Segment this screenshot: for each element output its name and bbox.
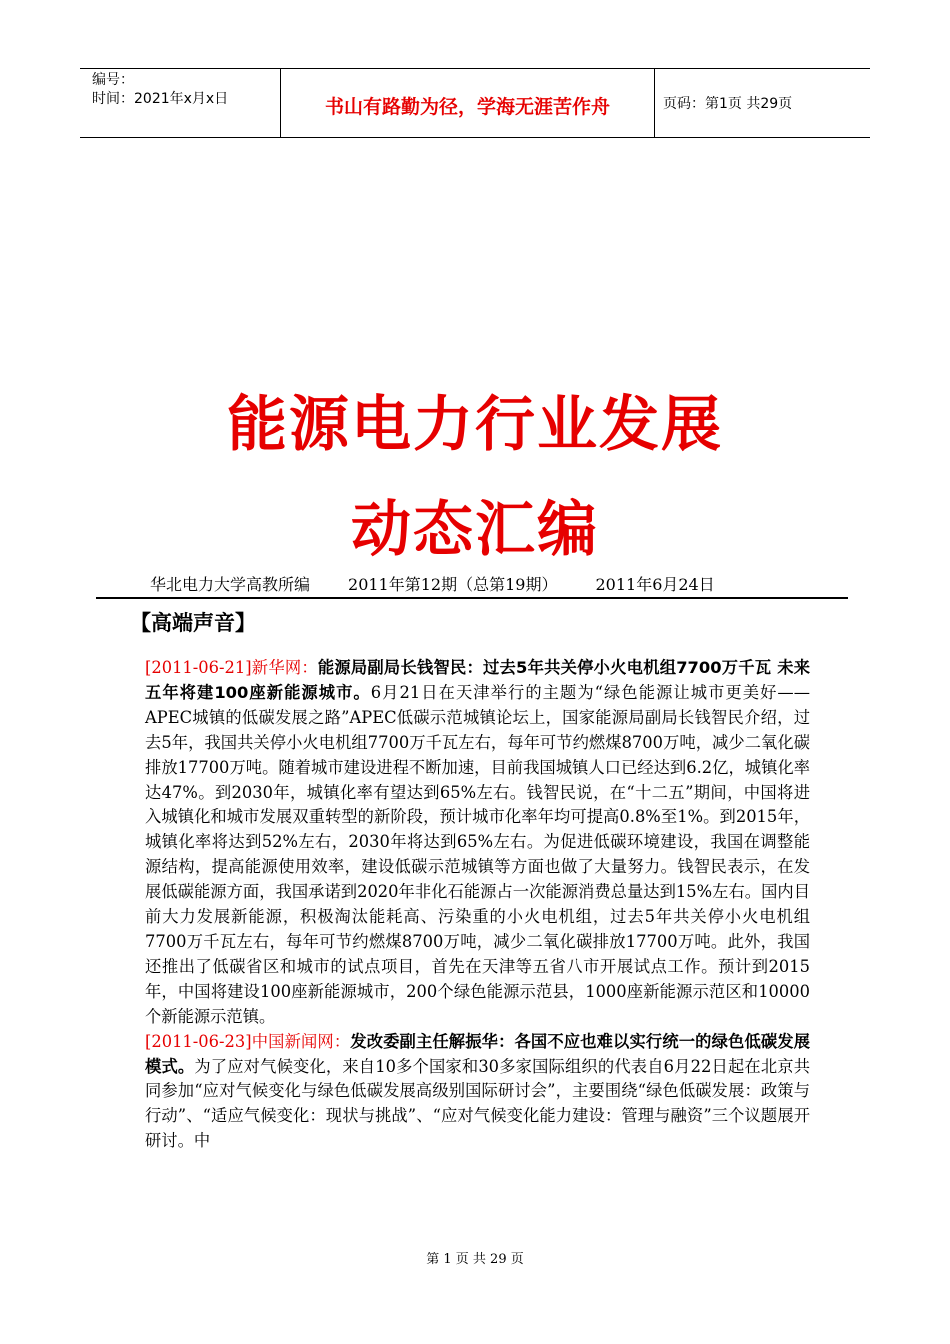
header-page-info: 页码：第1页 共29页 — [663, 96, 793, 112]
issue-number: 2011年第12期（总第19期） — [348, 575, 558, 594]
number-label: 编号： — [92, 72, 134, 88]
article-source-tag: [2011-06-21]新华网： — [145, 658, 318, 677]
section-title: 【高端声音】 — [130, 611, 256, 635]
article — [145, 1030, 810, 1155]
article-source-tag: [2011-06-23]中国新闻网： — [145, 1031, 351, 1051]
article — [145, 656, 810, 1030]
article-headline: 能源局副局长钱智民：过去5年共关停小火电机组7700万千瓦 未来五年将建100座新能源城市。 — [145, 658, 810, 702]
divider-rule — [96, 597, 848, 599]
header-motto: 书山有路勤为径，学海无涯苦作舟 — [281, 69, 655, 137]
header-table — [80, 68, 870, 138]
edition-line — [150, 572, 715, 595]
document-title-line1: 能源电力行业发展 — [227, 390, 723, 460]
article-list — [145, 656, 810, 1154]
page-footer: 第 1 页 共 29 页 — [426, 1252, 524, 1267]
article-body: 6月21日在天津举行的主题为“绿色能源让城市更美好——APEC城镇的低碳发展之路”APEC低碳示范城镇论坛上，国家能源局副局长钱智民介绍，过去5年，我国共关停小火电机组7700万千瓦左右，每年可节约燃煤8700万吨，减少二氧化碳排放17700万吨。随着城市建设进程不断加速，目前我国城镇人口已经达到6.2亿，城镇化率达47%。到2030年，城镇化率有望达到65%左右。钱智民说，在“十二五”期间，中国将进入城镇化和城市发展双重转型的新阶段，预计城市化率年均可提高0.8%至1%。到2015年，城镇化率将达到52%左右，2030年将达到65%左右。为促进低碳环境建设，我国在调整能源结构，提高能源使用效率，建设低碳示范城镇等方面也做了大量努力。钱智民表示，在发展低碳能源方面，我国承诺到2020年非化石能源占一次能源消费总量达到15%左右。国内目前大力发展新能源，积极淘汰能耗高、污染重的小火电机组，过去5年共关停小火电机组7700万千瓦左右，每年可节约燃煤8700万吨，减少二氧化碳排放17700万吨。此外，我国还推出了低碳省区和城市的试点项目，首先在天津等五省八市开展试点工作。预计到2015年，中国将建设100座新能源城市，200个绿色能源示范县，1000座新能源示范区和10000个新能源示范镇。 — [145, 682, 810, 1026]
publisher: 华北电力大学高教所编 — [150, 575, 311, 594]
issue-date: 2011年6月24日 — [595, 575, 715, 594]
article-body: 为了应对气候变化，来自10多个国家和30多家国际组织的代表自6月22日起在北京共同参加“应对气候变化与绿色低碳发展高级别国际研讨会”，主要围绕“绿色低碳发展：政策与行动”、“适应气候变化：现状与挑战”、“应对气候变化能力建设：管理与融资”三个议题展开研讨。中 — [145, 1056, 810, 1151]
header-meta — [80, 69, 281, 137]
time-label: 时间：2021年x月x日 — [92, 91, 229, 107]
article-headline: 发改委副主任解振华：各国不应也难以实行统一的绿色低碳发展模式。 — [145, 1031, 810, 1076]
document-title-line2: 动态汇编 — [351, 495, 599, 565]
